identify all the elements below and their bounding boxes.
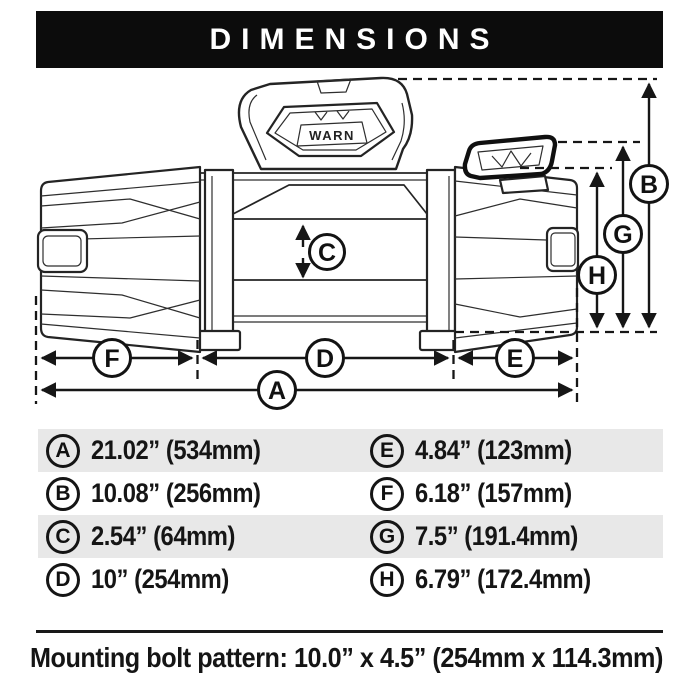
dimension-g-badge: G: [370, 520, 404, 554]
table-row: [38, 429, 663, 472]
table-row: [38, 515, 663, 558]
footer-divider: [36, 630, 663, 633]
control-pack: [239, 78, 412, 169]
header-bar: [36, 11, 663, 68]
svg-text:D: D: [315, 345, 335, 373]
callout-f: [94, 340, 131, 377]
mounting-bolt-pattern-note: Mounting bolt pattern: 10.0” x 4.5” (254mm x 114.3mm): [30, 642, 663, 673]
dimension-e-value: 4.84” (123mm): [415, 435, 572, 465]
dimension-c-value: 2.54” (64mm): [91, 521, 235, 551]
svg-text:E: E: [506, 345, 524, 373]
dimension-d-value: 10” (254mm): [91, 564, 229, 594]
dimensions-table: [38, 429, 663, 601]
svg-text:A: A: [267, 377, 287, 405]
dimension-a-value: 21.02” (534mm): [91, 435, 261, 465]
dimension-g-value: 7.5” (191.4mm): [415, 521, 578, 551]
callout-g: [605, 216, 642, 253]
dimension-b-cell: [38, 477, 360, 511]
callout-e: [497, 340, 534, 377]
dimension-b-badge: B: [46, 477, 80, 511]
dimension-f-badge: F: [370, 477, 404, 511]
dimension-a-cell: [38, 434, 360, 468]
dimension-b-value: 10.08” (256mm): [91, 478, 261, 508]
mount-foot-left: [198, 331, 240, 350]
dimension-f-value: 6.18” (157mm): [415, 478, 572, 508]
drum-support-left: [205, 170, 233, 333]
callout-h: [579, 257, 616, 294]
callout-b: [631, 166, 668, 203]
dimension-d-cell: [38, 563, 360, 597]
dimension-h-cell: [360, 563, 663, 597]
svg-text:H: H: [587, 262, 607, 290]
svg-text:F: F: [104, 345, 120, 373]
gear-housing-right: [455, 167, 578, 352]
dimension-a-badge: A: [46, 434, 80, 468]
dimension-h-value: 6.79” (172.4mm): [415, 564, 591, 594]
warn-logo-text: WARN: [309, 128, 355, 143]
dimension-e-cell: [360, 434, 663, 468]
svg-text:G: G: [613, 221, 633, 249]
drum-support-right: [427, 170, 455, 333]
dimension-f-cell: [360, 477, 663, 511]
table-row: [38, 558, 663, 601]
dimension-c-cell: [38, 520, 360, 554]
svg-text:C: C: [317, 239, 337, 267]
dimension-g-cell: [360, 520, 663, 554]
dimension-c-badge: C: [46, 520, 80, 554]
dimension-h-badge: H: [370, 563, 404, 597]
callout-d: [307, 340, 344, 377]
dimension-d-badge: D: [46, 563, 80, 597]
callout-a: [259, 372, 296, 409]
winch-dimensions-drawing: [0, 70, 700, 422]
dimension-e-badge: E: [370, 434, 404, 468]
svg-text:B: B: [639, 171, 659, 199]
table-row: [38, 472, 663, 515]
page-title: DIMENSIONS: [209, 22, 500, 56]
motor-housing-left: [38, 167, 200, 352]
callout-c: [310, 235, 345, 270]
